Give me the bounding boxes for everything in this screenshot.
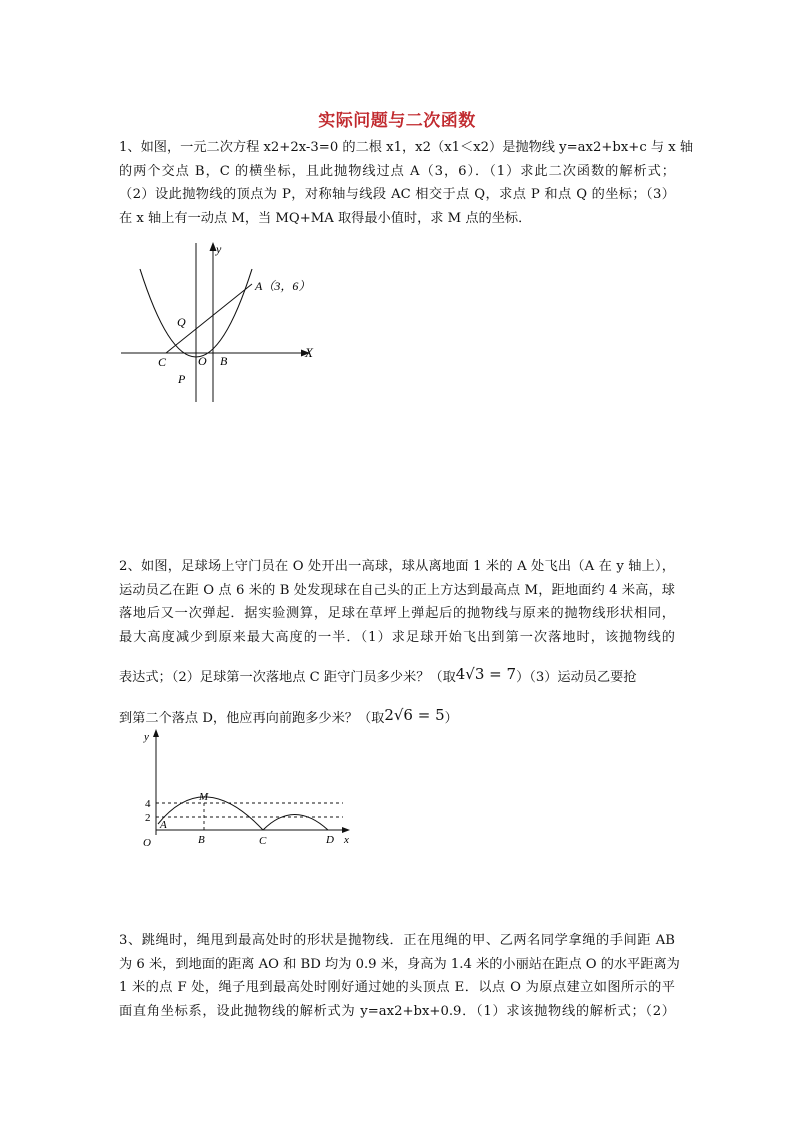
q2-figure xyxy=(138,727,363,852)
q2-y-arrow xyxy=(153,729,159,737)
q2-label-b: B xyxy=(198,834,205,846)
q1-label-q: Q xyxy=(177,315,186,329)
q3-line-1: 3、跳绳时，绳甩到最高处时的形状是抛物线．正在甩绳的甲、乙两名同学拿绳的手间距 AB xyxy=(119,933,675,948)
q3-line-3: 1 米的点 F 处，绳子甩到最高处时刚好通过她的头顶点 E．以点 O 为原点建立如图所示的平 xyxy=(119,980,675,996)
q1-label-c: C xyxy=(158,355,167,369)
q2-line-5-before: 表达式；（2）足球第一次落地点 C 距守门员多少米？（取 xyxy=(119,670,456,686)
q3-line-2: 为 6 米，到地面的距离 AO 和 BD 均为 0.9 米，身高为 1.4 米的小丽站在距点 O 的水平距离为 xyxy=(119,956,680,972)
q2-label-x: x xyxy=(344,834,349,846)
q2-label-m: M xyxy=(199,791,209,803)
q2-label-y: y xyxy=(144,731,149,743)
q2-x-arrow xyxy=(342,827,350,833)
q2-label-o: O xyxy=(143,837,151,849)
q2-parabola-1 xyxy=(158,797,263,830)
q1-label-a: A（3，6） xyxy=(255,279,311,293)
q1-line-1: 1、如图，一元二次方程 x2+2x-3=0 的二根 x1，x2（x1＜x2）是抛物线 y=ax2+bx+c 与 x 轴 xyxy=(119,140,694,155)
q2-line-5-after: ）（3）运动员乙要抢 xyxy=(516,670,637,686)
q1-label-y: y xyxy=(216,242,222,256)
q1-line-3: （2）设此抛物线的顶点为 P，对称轴与线段 AC 相交于点 Q，求点 P 和点 Q 的坐标；（3） xyxy=(119,187,675,203)
q2-tick-4: 4 xyxy=(145,798,151,810)
q1-line-4: 在 x 轴上有一动点 M，当 MQ+MA 取得最小值时，求 M 点的坐标． xyxy=(119,210,532,226)
q2-math-sqrt6: 2√6 = 5 xyxy=(384,705,445,724)
page-title: 实际问题与二次函数 xyxy=(318,111,476,131)
q2-tick-2: 2 xyxy=(145,812,151,824)
q2-label-c: C xyxy=(259,835,267,847)
q2-math-sqrt3: 4√3 = 7 xyxy=(455,665,517,684)
q2-line-2: 运动员乙在距 O 点 6 米的 B 处发现球在自己头的正上方达到最高点 M，距地面约 4 米高，球 xyxy=(119,582,675,598)
q2-line-1: 2、如图，足球场上守门员在 O 处开出一高球，球从离地面 1 米的 A 处飞出（A 在 y 轴上）， xyxy=(119,559,675,574)
q2-line-3: 落地后又一次弹起．据实验测算，足球在草坪上弹起后的抛物线与原来的抛物线形状相同， xyxy=(119,606,675,622)
question-3 xyxy=(119,929,680,1023)
q1-label-x: X xyxy=(305,345,313,360)
q2-line-6-before: 到第二个落点 D，他应再向前跑多少米？（取 xyxy=(119,710,385,726)
q2-label-a: A xyxy=(160,819,167,831)
question-1 xyxy=(119,136,694,230)
q1-line-2: 的两个交点 B，C 的横坐标，且此抛物线过点 A（3，6）．（1）求此二次函数的解析式； xyxy=(119,163,675,179)
q1-label-p: P xyxy=(178,372,186,386)
question-2 xyxy=(119,555,675,731)
q2-line-5 xyxy=(119,663,675,690)
q1-label-o: O xyxy=(198,354,207,368)
q1-figure xyxy=(115,240,325,410)
q2-line-4: 最大高度减少到原来最大高度的一半．（1）求足球开始飞出到第一次落地时，该抛物线的 xyxy=(119,629,675,645)
q1-label-b: B xyxy=(220,354,228,368)
q2-line-6-after: ） xyxy=(444,710,458,726)
q3-line-4: 面直角坐标系，设此抛物线的解析式为 y=ax2+bx+0.9．（1）求该抛物线的解析式；（2） xyxy=(119,1003,675,1019)
q2-label-d: D xyxy=(326,834,334,846)
